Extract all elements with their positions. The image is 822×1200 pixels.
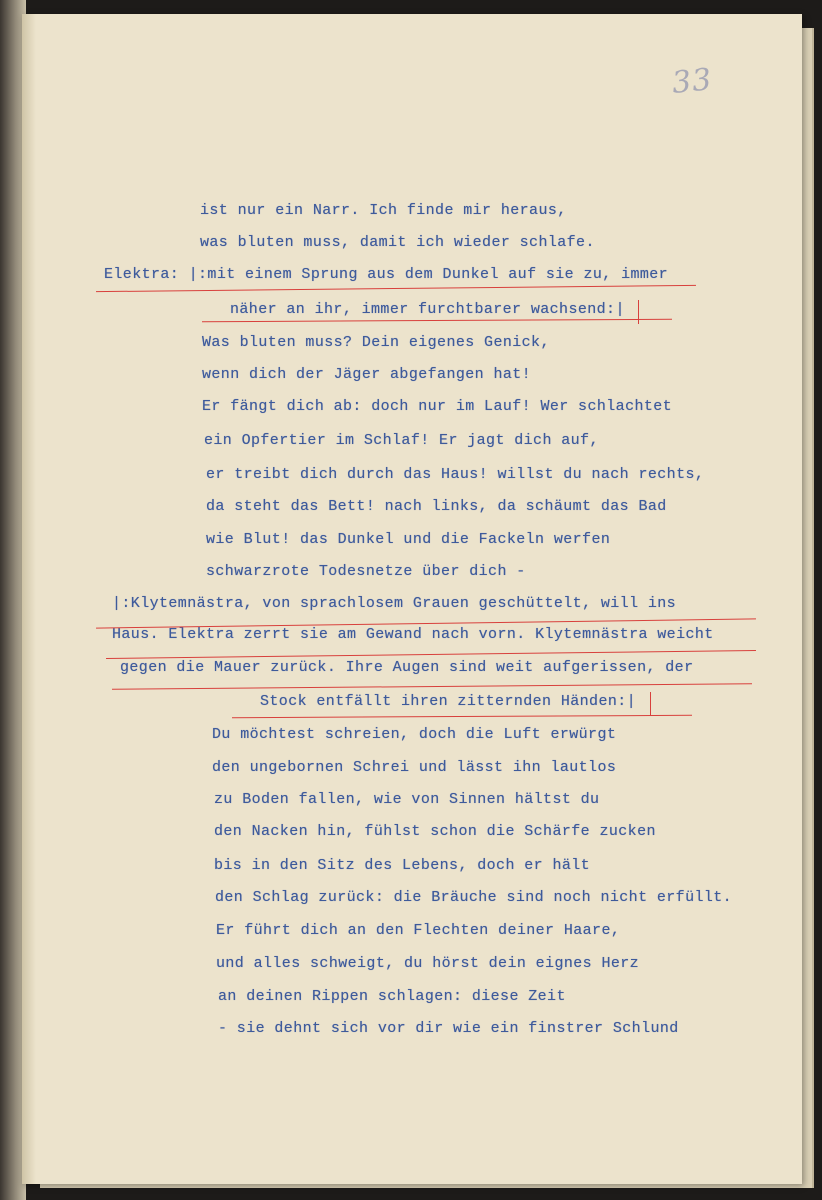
text-line: wie Blut! das Dunkel und die Fackeln werfen	[206, 531, 611, 548]
typescript-page	[22, 14, 802, 1184]
stage-direction-line: gegen die Mauer zurück. Ihre Augen sind weit aufgerissen, der	[120, 659, 694, 676]
red-bracket-mark	[638, 300, 639, 324]
text-line: Er fängt dich ab: doch nur im Lauf! Wer schlachtet	[202, 398, 673, 415]
text-line: - sie dehnt sich vor dir wie ein finstrer Schlund	[218, 1020, 679, 1037]
text-line: den Schlag zurück: die Bräuche sind noch nicht erfüllt.	[215, 889, 733, 906]
text-line: Er führt dich an den Flechten deiner Haare,	[216, 922, 621, 939]
text-line: schwarzrote Todesnetze über dich -	[206, 563, 526, 580]
text-line: Du möchtest schreien, doch die Luft erwürgt	[212, 726, 617, 743]
red-underline	[106, 650, 756, 659]
red-underline	[96, 285, 696, 292]
red-underline	[202, 319, 672, 322]
text-line: bis in den Sitz des Lebens, doch er hält	[214, 857, 591, 874]
stage-direction-line: Haus. Elektra zerrt sie am Gewand nach vorn. Klytemnästra weicht	[112, 626, 714, 643]
text-line: den Nacken hin, fühlst schon die Schärfe zucken	[214, 823, 656, 840]
text-line: ist nur ein Narr. Ich finde mir heraus,	[200, 202, 567, 219]
stage-direction-line: Stock entfällt ihren zitternden Händen:|	[260, 693, 637, 710]
speaker-line: Elektra: |:mit einem Sprung aus dem Dunkel auf sie zu, immer	[104, 266, 669, 283]
red-underline	[232, 715, 692, 718]
text-line: und alles schweigt, du hörst dein eignes Herz	[216, 955, 640, 972]
stage-direction-line: |:Klytemnästra, von sprachlosem Grauen geschüttelt, will ins	[112, 595, 677, 612]
text-line: Was bluten muss? Dein eigenes Genick,	[202, 334, 550, 351]
text-line: an deinen Rippen schlagen: diese Zeit	[218, 988, 566, 1005]
stage-direction-line: näher an ihr, immer furchtbarer wachsend:|	[230, 301, 625, 318]
text-line: den ungebornen Schrei und lässt ihn lautlos	[212, 759, 617, 776]
page-number: 33	[670, 61, 714, 102]
red-underline	[112, 683, 752, 690]
text-line: was bluten muss, damit ich wieder schlafe.	[200, 234, 595, 251]
text-line: er treibt dich durch das Haus! willst du nach rechts,	[206, 466, 705, 483]
red-bracket-mark	[650, 692, 651, 716]
text-line: da steht das Bett! nach links, da schäumt das Bad	[206, 498, 667, 515]
text-line: zu Boden fallen, wie von Sinnen hältst du	[214, 791, 600, 808]
text-line: wenn dich der Jäger abgefangen hat!	[202, 366, 532, 383]
text-line: ein Opfertier im Schlaf! Er jagt dich auf,	[204, 432, 599, 449]
